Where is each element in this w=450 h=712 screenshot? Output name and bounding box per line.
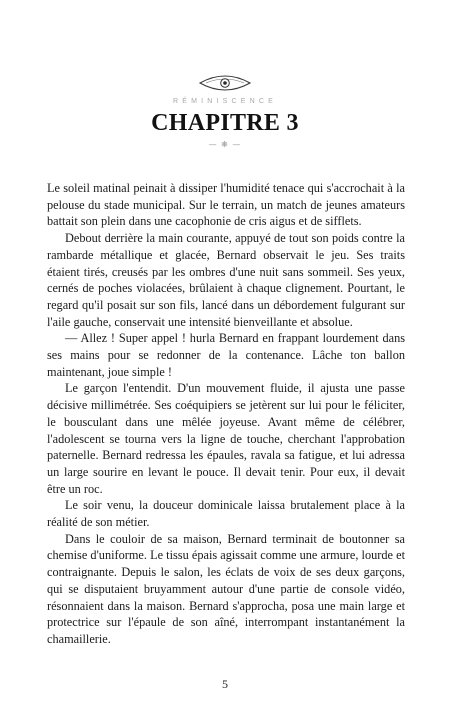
chapter-title: CHAPITRE 3 [151,110,299,136]
page-number: 5 [222,677,228,691]
paragraph-5: Le soir venu, la douceur dominicale laissa brutalement place à la réalité de son métier. [47,498,405,530]
eye-icon [197,73,253,93]
paragraph-2: Debout derrière la main courante, appuyé de tout son poids contre la rambarde métallique et glacée, Bernard observait le jeu. Ses traits étaient tirés, creusés par les ombres d'une nuit sans sommeil. Ses yeux, cernés de poches violacées, brûlaient à chaque clignement. Pourtant, le regard qu'il posait sur son fils, lancé dans un débordement fulgurant sur l'aile gauche, conservait une intensité bienveillante et absolue. [47,231,405,329]
title-ornament: — ❋ — [208,140,242,149]
chapter-body [47,180,405,648]
paragraph-3: — Allez ! Super appel ! hurla Bernard en frappant lourdement dans ses mains pour se redonner de la contenance. Lâche ton ballon maintenant, joue simple ! [47,331,405,379]
paragraph-6: Dans le couloir de sa maison, Bernard terminait de boutonner sa chemise d'uniforme. Le tissu épais agissait comme une armure, lourde et contraignante. Depuis le salon, les éclats de voix de ses deux garçons, qui se disputaient bruyamment autour d'une partie de console vidéo, résonnaient dans la maison. Bernard s'approcha, posa une main large et protectrice sur l'épaule de son aîné, interrompant instantanément la chamaillerie. [47,531,405,646]
paragraph-1: Le soleil matinal peinait à dissiper l'humidité tenace qui s'accrochait à la pelouse du stade municipal. Sur le terrain, un match de jeunes amateurs battait son plein dans une cacophonie de cris aigus et de sifflets. [47,181,405,229]
paragraph-4: Le garçon l'entendit. D'un mouvement fluide, il ajusta une passe décisive millimétrée. Ses coéquipiers se jetèrent sur lui pour le féliciter, le bousculant dans une mêlée joyeuse. Avant même de célébrer, l'adolescent se tourna vers la ligne de touche, cherchant l'approbation paternelle. Bernard redressa les épaules, ravala sa fatigue, et lui adressa un large sourire en levant le pouce. Il devait tenir. Pour eux, il devait être un roc. [47,381,405,496]
series-title: RÉMINISCENCE [172,98,278,105]
